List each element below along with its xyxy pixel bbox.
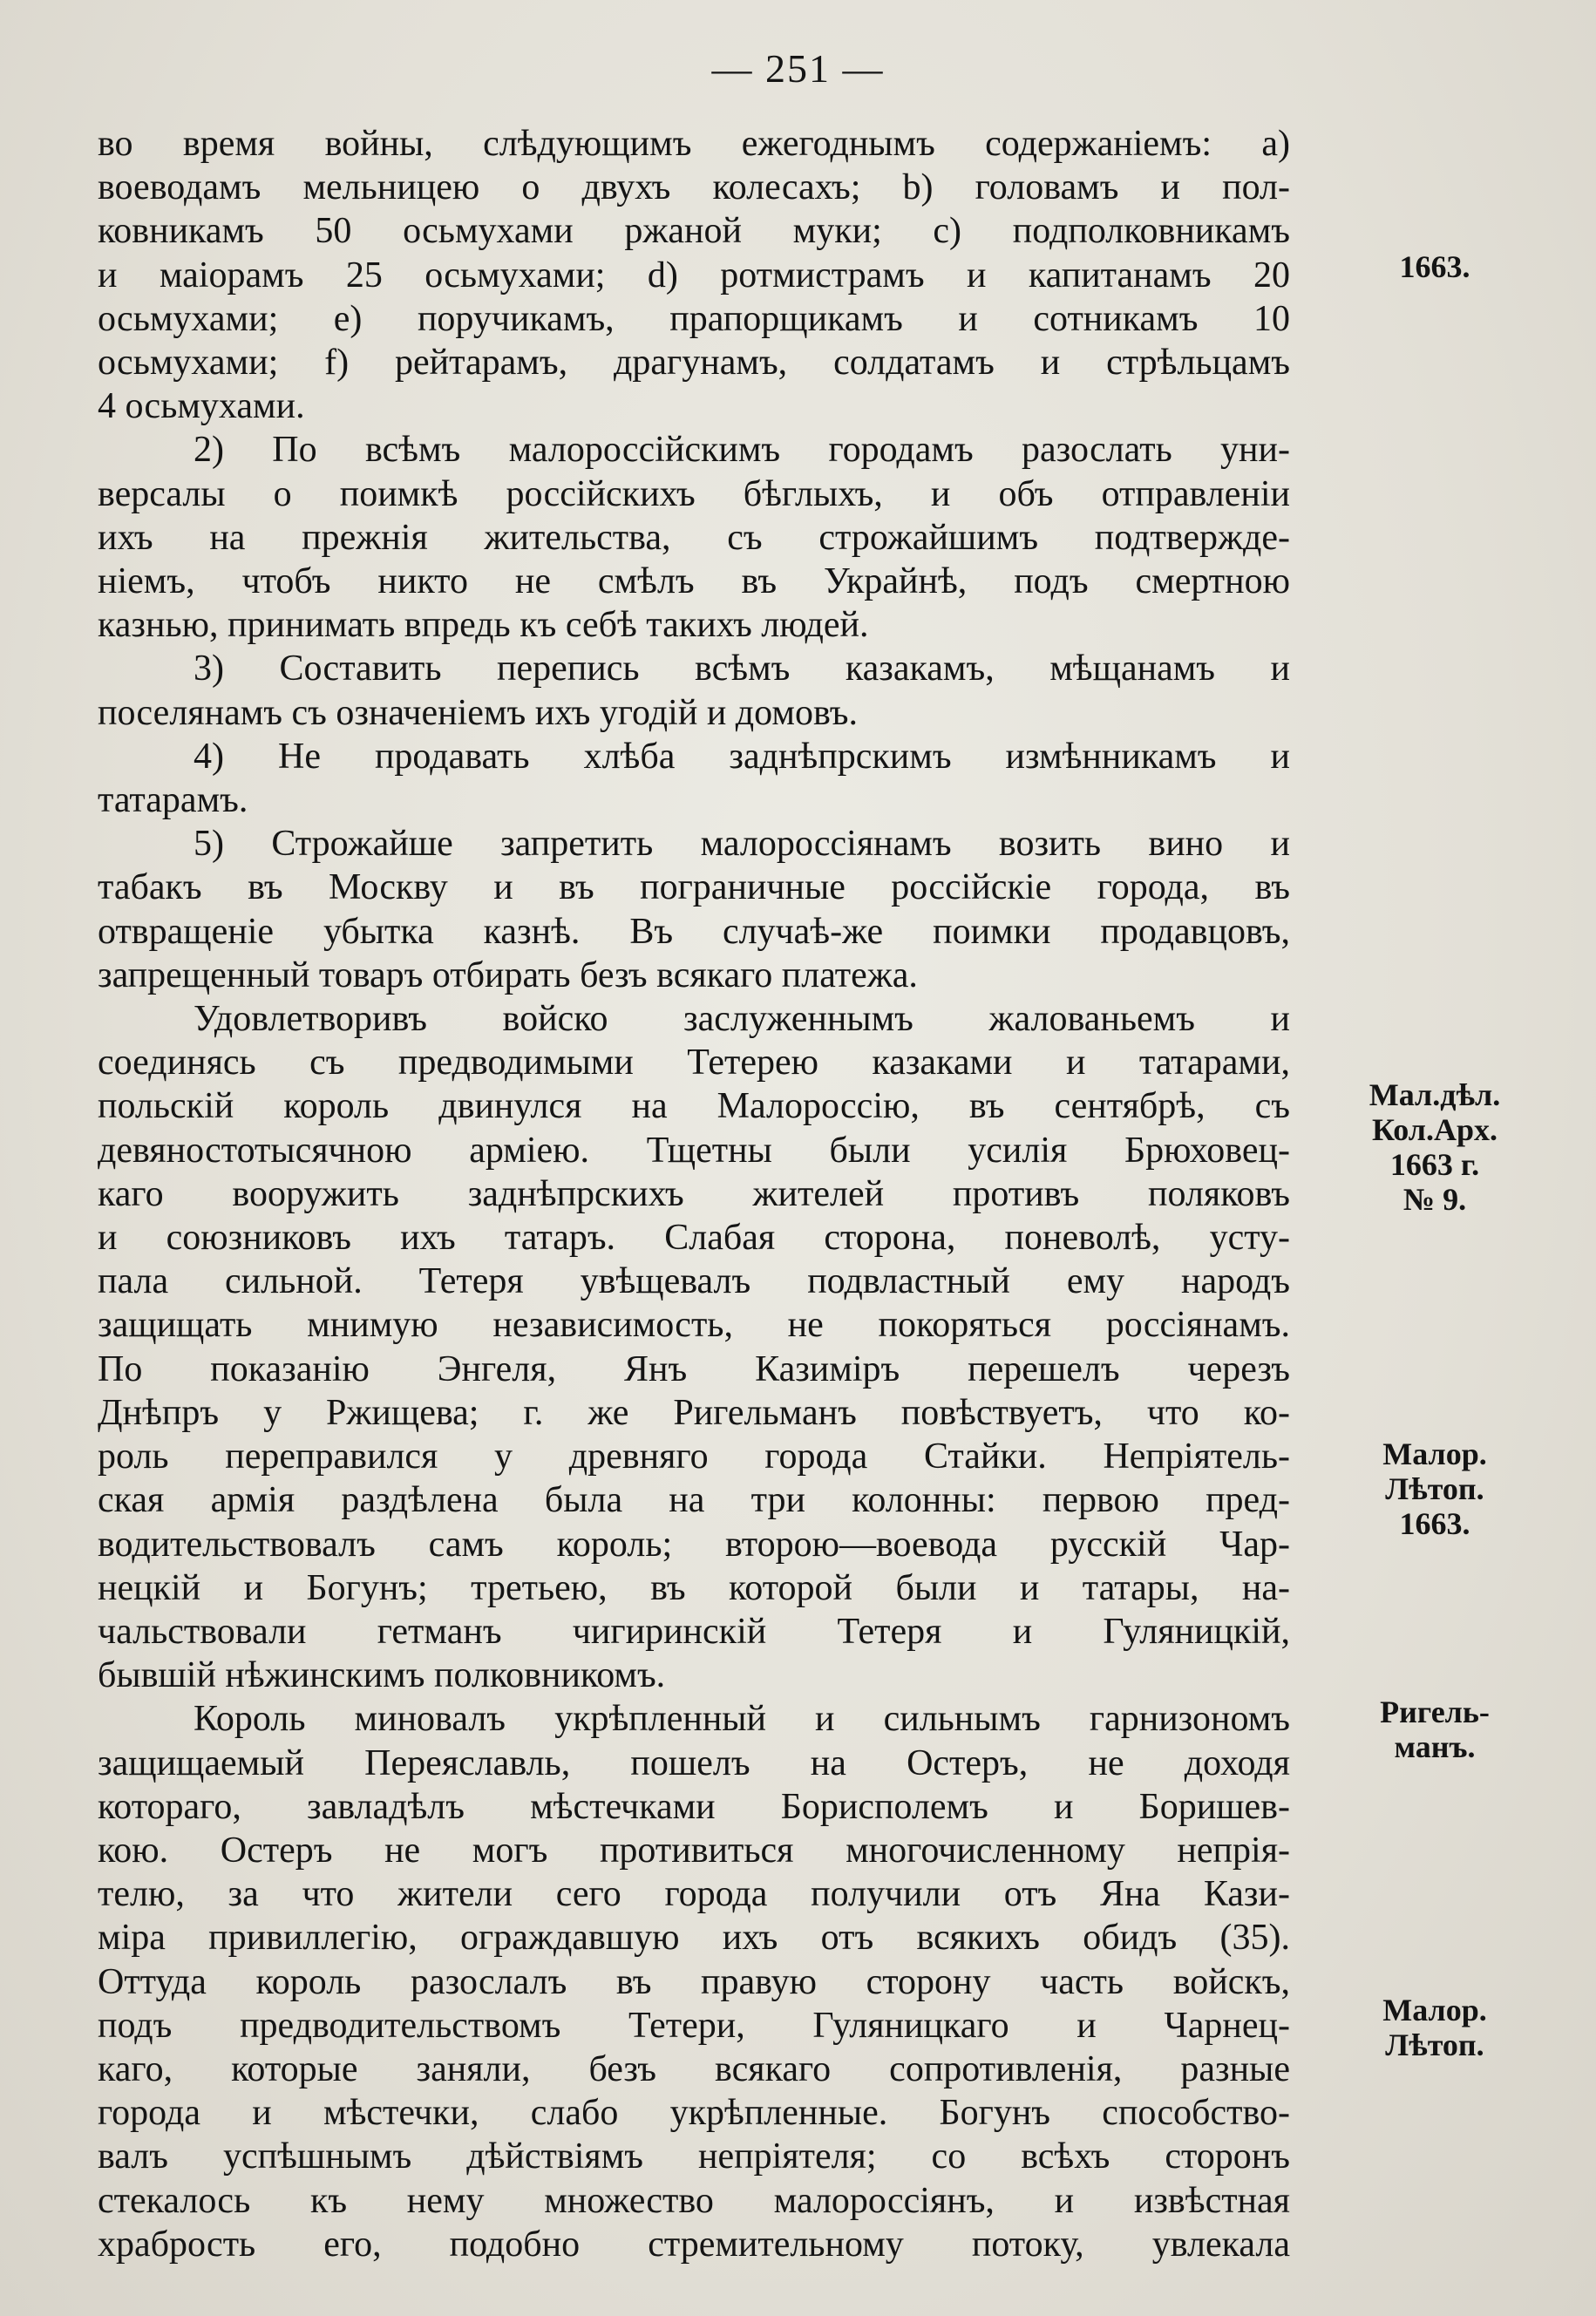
text-line: поселянамъ съ означеніемъ ихъ угодій и домовъ.: [98, 692, 858, 733]
margin-note-line: Кол.Арх.: [1371, 1112, 1498, 1147]
text-line: отвращеніе убытка казнѣ. Въ случаѣ-же поимки продавцовъ,: [98, 911, 1290, 952]
paragraph-narrative: [98, 997, 1290, 1697]
text-line: каго вооружить заднѣпрскихъ жителей противъ поляковъ: [98, 1173, 1290, 1214]
text-line: 4) Не продавать хлѣба заднѣпрскимъ измѣнникамъ и: [194, 736, 1290, 777]
text-line: защищать мнимую независимость, не покоряться россіянамъ.: [98, 1305, 1290, 1346]
text-line: осьмухами; e) поручикамъ, прапорщикамъ и сотникамъ 10: [98, 298, 1290, 339]
text-line: По показанію Энгеля, Янъ Казиміръ перешелъ черезъ: [98, 1348, 1290, 1389]
text-line: Оттуда король разослалъ въ правую сторону часть войскъ,: [98, 1961, 1290, 2002]
margin-note-year: [1304, 249, 1565, 284]
text-line: защищаемый Переяславль, пошелъ на Остеръ, не доходя: [98, 1742, 1290, 1783]
margin-note-line: № 9.: [1402, 1182, 1467, 1217]
margin-note-chronicle: [1304, 1993, 1565, 2062]
margin-note-line: Ригель-: [1380, 1695, 1490, 1729]
text-line: котораго, завладѣлъ мѣстечками Борисполемъ и Боришев-: [98, 1786, 1290, 1827]
text-line: ковникамъ 50 осьмухами ржаной муки; c) подполковникамъ: [98, 211, 1290, 252]
text-line: во время войны, слѣдующимъ ежегоднымъ содержаніемъ: a): [98, 124, 1290, 164]
text-line: Король миновалъ укрѣпленный и сильнымъ гарнизономъ: [194, 1699, 1290, 1740]
text-line: Удовлетворивъ войско заслуженнымъ жалованьемъ и: [194, 999, 1290, 1040]
paragraph-narrative: [98, 1697, 1290, 2266]
margin-note-line: Малор.: [1382, 1436, 1487, 1471]
text-line: каго, которые заняли, безъ всякаго сопротивленія, разные: [98, 2048, 1290, 2089]
text-line: 4 осьмухами.: [98, 386, 305, 427]
margin-note-line: Мал.дѣл.: [1368, 1077, 1501, 1112]
text-line: девяностотысячною арміею. Тщетны были усилія Брюховец-: [98, 1130, 1290, 1171]
text-line: 2) По всѣмъ малороссійскимъ городамъ разослать уни-: [194, 430, 1290, 471]
text-line: и маіорамъ 25 осьмухами; d) ротмистрамъ и капитанамъ 20: [98, 255, 1290, 295]
text-line: стекалось къ нему множество малороссіянъ, и извѣстная: [98, 2180, 1290, 2221]
margin-note-line: 1663.: [1399, 1506, 1470, 1541]
text-line: кою. Остеръ не могъ противиться многочисленному непрія-: [98, 1830, 1290, 1871]
text-line: соединясь съ предводимыми Тетерею казаками и татарами,: [98, 1043, 1290, 1083]
text-line: осьмухами; f) рейтарамъ, драгунамъ, солдатамъ и стрѣльцамъ: [98, 343, 1290, 384]
margin-note-line: Малор.: [1382, 1993, 1487, 2027]
margin-note-line: Лѣтоп.: [1385, 1471, 1484, 1506]
text-line: запрещенный товаръ отбирать безъ всякаго платежа.: [98, 954, 918, 995]
text-line: валъ успѣшнымъ дѣйствіямъ непріятеля; со всѣхъ сторонъ: [98, 2136, 1290, 2177]
text-line: ская армія раздѣлена была на три колонны: первою пред-: [98, 1480, 1290, 1521]
text-line: роль переправился у древняго города Стайки. Непріятель-: [98, 1436, 1290, 1477]
text-line: нецкій и Богунъ; третьею, въ которой были и татары, на-: [98, 1567, 1290, 1608]
paragraph-item-2: [98, 428, 1290, 647]
paragraph-item-5: [98, 822, 1290, 997]
paragraph-item-3: [98, 647, 1290, 734]
text-line: водительствовалъ самъ король; второю—воевода русскій Чар-: [98, 1524, 1290, 1565]
text-line: 5) Строжайше запретить малороссіянамъ возить вино и: [194, 824, 1290, 865]
body-text: [98, 122, 1290, 2266]
text-line: польскій король двинулся на Малороссію, въ сентябрѣ, съ: [98, 1086, 1290, 1127]
paragraph-continuation: [98, 122, 1290, 428]
text-line: подъ предводительствомъ Тетери, Гуляницкаго и Чарнец-: [98, 2005, 1290, 2046]
text-line: и союзниковъ ихъ татаръ. Слабая сторона, поневолѣ, усту-: [98, 1218, 1290, 1259]
text-line: 3) Составить перепись всѣмъ казакамъ, мѣщанамъ и: [194, 649, 1290, 689]
page-number: — 251 —: [711, 46, 885, 91]
text-line: города и мѣстечки, слабо укрѣпленные. Богунъ способство-: [98, 2093, 1290, 2134]
text-line: табакъ въ Москву и въ пограничные россійскіе города, въ: [98, 867, 1290, 908]
text-line: храбрость его, подобно стремительному потоку, увлекала: [98, 2224, 1290, 2265]
text-line: татарамъ.: [98, 780, 248, 821]
text-line: бывшій нѣжинскимъ полковникомъ.: [98, 1655, 666, 1696]
margin-note-chronicle: [1304, 1436, 1565, 1541]
margin-note-line: 1663.: [1399, 249, 1470, 284]
paragraph-item-4: [98, 735, 1290, 822]
text-line: пала сильной. Тетеря увѣщевалъ подвластный ему народъ: [98, 1261, 1290, 1302]
margin-note-rigelman: [1304, 1695, 1565, 1764]
text-line: міра привиллегію, ограждавшую ихъ отъ всякихъ обидъ (35).: [98, 1918, 1290, 1959]
text-line: телю, за что жители сего города получили отъ Яна Кази-: [98, 1874, 1290, 1915]
margin-note-line: манъ.: [1394, 1729, 1476, 1764]
text-line: ніемъ, чтобъ никто не смѣлъ въ Украйнѣ, подъ смертною: [98, 561, 1290, 602]
text-line: казнью, принимать впредь къ себѣ такихъ людей.: [98, 605, 869, 646]
margin-note-archive: [1304, 1077, 1565, 1217]
text-line: Днѣпръ у Ржищева; г. же Ригельманъ повѣствуетъ, что ко-: [98, 1392, 1290, 1433]
text-line: версалы о поимкѣ россійскихъ бѣглыхъ, и объ отправленіи: [98, 473, 1290, 514]
margin-note-line: 1663 г.: [1389, 1147, 1480, 1182]
text-line: ихъ на прежнія жительства, съ строжайшимъ подтвержде-: [98, 517, 1290, 558]
text-line: воеводамъ мельницею о двухъ колесахъ; b) головамъ и пол-: [98, 167, 1290, 208]
text-line: чальствовали гетманъ чигиринскій Тетеря и Гуляницкій,: [98, 1611, 1290, 1652]
margin-note-line: Лѣтоп.: [1385, 2027, 1484, 2062]
